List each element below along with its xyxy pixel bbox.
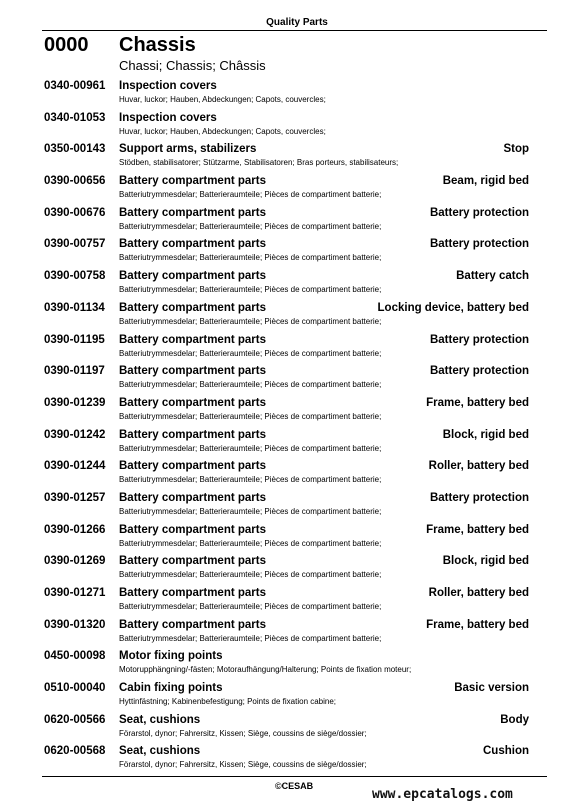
list-item	[0, 207, 584, 239]
part-translations: Batteriutrymmesdelar; Batterieraumteile; Pièces de compartiment batterie;	[119, 411, 382, 421]
part-name: Inspection covers	[119, 111, 217, 124]
part-translations: Förarstol, dynor; Fahrersitz, Kissen; Siège, coussins de siège/dossier;	[119, 760, 367, 770]
section-title: Chassis	[119, 34, 196, 56]
list-item	[0, 302, 584, 334]
list-item	[0, 619, 584, 651]
part-number: 0390-01197	[44, 365, 105, 378]
part-name: Battery compartment parts	[119, 523, 266, 536]
part-translations: Batteriutrymmesdelar; Batterieraumteile; Pièces de compartiment batterie;	[119, 570, 382, 580]
part-name: Inspection covers	[119, 80, 217, 92]
list-item	[0, 555, 584, 587]
part-number: 0390-01257	[44, 491, 106, 504]
part-name: Support arms, stabilizers	[119, 143, 257, 156]
part-variant: Battery protection	[429, 206, 529, 219]
section-code: 0000	[44, 34, 89, 56]
part-variant: Block, rigid bed	[442, 428, 529, 441]
footer-divider	[42, 776, 547, 777]
part-name: Cabin fixing points	[119, 682, 223, 695]
part-variant: Battery catch	[456, 270, 529, 283]
part-translations: Batteriutrymmesdelar; Batterieraumteile; Pièces de compartiment batterie;	[119, 538, 382, 548]
list-item	[0, 460, 584, 492]
part-variant: Battery protection	[429, 238, 529, 251]
part-number: 0390-01244	[44, 460, 106, 473]
part-variant: Cushion	[483, 745, 529, 758]
part-number: 0350-00143	[44, 143, 106, 156]
list-item	[0, 80, 584, 112]
list-item	[0, 682, 584, 714]
part-translations: Batteriutrymmesdelar; Batterieraumteile; Pièces de compartiment batterie;	[119, 190, 382, 200]
list-item	[0, 745, 584, 777]
part-variant: Battery protection	[429, 365, 529, 378]
list-item	[0, 429, 584, 461]
part-number: 0390-01195	[44, 333, 105, 346]
part-number: 0390-01271	[44, 587, 106, 599]
part-number: 0390-01320	[44, 618, 106, 631]
part-number: 0340-00961	[44, 80, 106, 92]
list-item	[0, 143, 584, 175]
part-translations: Hyttinfästning; Kabinenbefestigung; Points de fixation cabine;	[119, 697, 337, 707]
part-translations: Batteriutrymmesdelar; Batterieraumteile; Pièces de compartiment batterie;	[119, 221, 382, 231]
part-number: 0390-01266	[44, 523, 106, 536]
part-translations: Batteriutrymmesdelar; Batterieraumteile; Pièces de compartiment batterie;	[119, 475, 382, 485]
part-number: 0390-00757	[44, 238, 106, 251]
part-number: 0620-00568	[44, 745, 106, 758]
part-translations: Huvar, luckor; Hauben, Abdeckungen; Capots, couvercles;	[119, 95, 326, 104]
part-name: Battery compartment parts	[119, 396, 266, 409]
part-name: Battery compartment parts	[119, 618, 266, 631]
part-translations: Förarstol, dynor; Fahrersitz, Kissen; Siège, coussins de siège/dossier;	[119, 728, 367, 738]
part-number: 0620-00566	[44, 713, 106, 726]
parts-list	[0, 80, 584, 777]
part-translations: Batteriutrymmesdelar; Batterieraumteile; Pièces de compartiment batterie;	[119, 602, 382, 611]
part-variant: Locking device, battery bed	[377, 301, 529, 314]
part-translations: Batteriutrymmesdelar; Batterieraumteile; Pièces de compartiment batterie;	[119, 506, 382, 516]
header-divider	[42, 30, 547, 31]
part-name: Battery compartment parts	[119, 365, 266, 378]
part-name: Battery compartment parts	[119, 587, 266, 599]
part-variant: Roller, battery bed	[428, 460, 529, 473]
part-name: Battery compartment parts	[119, 206, 266, 219]
list-item	[0, 238, 584, 270]
list-item	[0, 492, 584, 524]
part-number: 0390-00656	[44, 175, 106, 188]
part-translations: Batteriutrymmesdelar; Batterieraumteile; Pièces de compartiment batterie;	[119, 253, 382, 263]
list-item	[0, 587, 584, 619]
list-item	[0, 714, 584, 746]
part-translations: Stödben, stabilisatorer; Stützarme, Stabilisatoren; Bras porteurs, stabilisateurs;	[119, 158, 399, 168]
list-item	[0, 112, 584, 144]
section-subtitle: Chassi; Chassis; Châssis	[119, 58, 266, 73]
list-item	[0, 270, 584, 302]
part-name: Seat, cushions	[119, 713, 201, 726]
part-name: Battery compartment parts	[119, 333, 266, 346]
part-variant: Basic version	[454, 682, 529, 695]
part-translations: Batteriutrymmesdelar; Batterieraumteile; Pièces de compartiment batterie;	[119, 348, 382, 358]
brand-logo: ©CESAB	[275, 781, 314, 791]
part-name: Seat, cushions	[119, 745, 201, 758]
part-name: Battery compartment parts	[119, 460, 266, 473]
part-translations: Batteriutrymmesdelar; Batterieraumteile; Pièces de compartiment batterie;	[119, 443, 382, 453]
part-variant: Frame, battery bed	[426, 523, 529, 536]
watermark: www.epcatalogs.com	[372, 787, 513, 802]
part-variant: Frame, battery bed	[426, 396, 529, 409]
part-number: 0390-01134	[44, 301, 105, 314]
part-translations: Batteriutrymmesdelar; Batterieraumteile; Pièces de compartiment batterie;	[119, 633, 382, 643]
part-variant: Battery protection	[429, 333, 529, 346]
part-number: 0390-01242	[44, 428, 106, 441]
part-name: Battery compartment parts	[119, 428, 266, 441]
list-item	[0, 650, 584, 682]
part-variant: Frame, battery bed	[426, 618, 529, 631]
part-name: Battery compartment parts	[119, 270, 266, 283]
part-name: Battery compartment parts	[119, 301, 266, 314]
part-variant: Body	[500, 713, 529, 726]
part-variant: Stop	[503, 143, 529, 156]
part-translations: Batteriutrymmesdelar; Batterieraumteile; Pièces de compartiment batterie;	[119, 380, 382, 390]
list-item	[0, 397, 584, 429]
part-translations: Huvar, luckor; Hauben, Abdeckungen; Capots, couvercles;	[119, 126, 326, 136]
part-name: Battery compartment parts	[119, 175, 266, 188]
list-item	[0, 334, 584, 366]
part-translations: Batteriutrymmesdelar; Batterieraumteile; Pièces de compartiment batterie;	[119, 285, 382, 295]
part-variant: Block, rigid bed	[442, 555, 529, 568]
part-name: Battery compartment parts	[119, 238, 266, 251]
part-number: 0450-00098	[44, 650, 106, 663]
part-variant: Roller, battery bed	[428, 587, 529, 599]
page-header-title: Quality Parts	[266, 17, 328, 28]
part-name: Motor fixing points	[119, 650, 223, 663]
part-name: Battery compartment parts	[119, 491, 266, 504]
part-number: 0390-00676	[44, 206, 106, 219]
part-number: 0390-01239	[44, 396, 106, 409]
part-number: 0390-00758	[44, 270, 106, 283]
part-number: 0340-01053	[44, 111, 106, 124]
part-name: Battery compartment parts	[119, 555, 266, 568]
list-item	[0, 524, 584, 556]
part-variant: Beam, rigid bed	[442, 175, 529, 188]
part-number: 0390-01269	[44, 555, 106, 568]
part-variant: Battery protection	[429, 491, 529, 504]
part-translations: Motorupphängning/-fästen; Motoraufhängung/Halterung; Points de fixation moteur;	[119, 665, 412, 675]
part-number: 0510-00040	[44, 682, 106, 695]
part-translations: Batteriutrymmesdelar; Batterieraumteile; Pièces de compartiment batterie;	[119, 316, 382, 326]
list-item	[0, 365, 584, 397]
list-item	[0, 175, 584, 207]
